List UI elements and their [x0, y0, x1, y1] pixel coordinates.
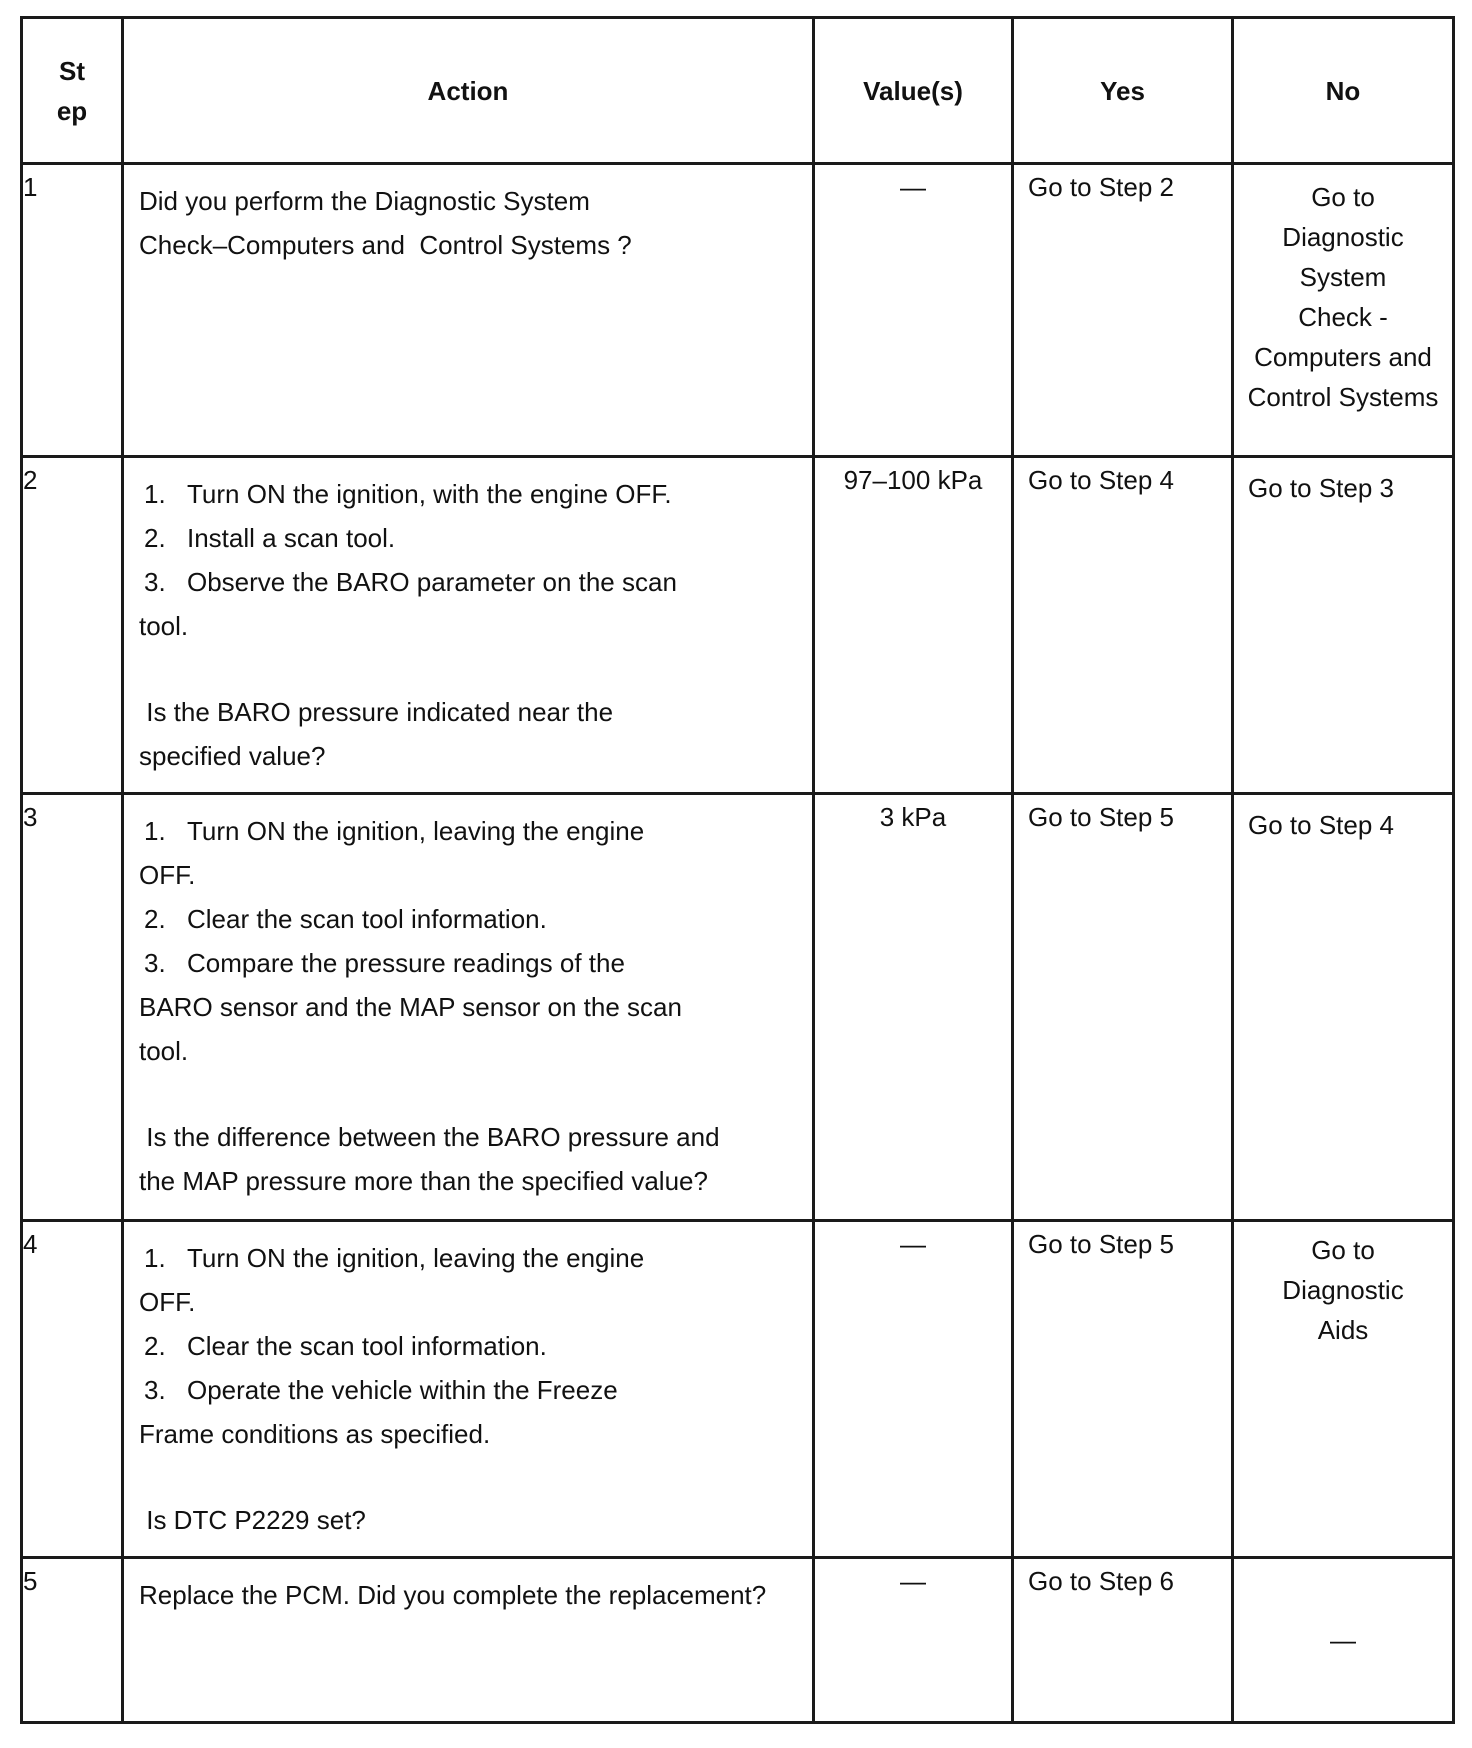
action-list-item	[139, 560, 802, 604]
header-action: Action	[123, 18, 814, 164]
table-row	[22, 794, 1454, 1221]
list-marker: 3.	[144, 948, 166, 978]
header-step-line2: ep	[56, 95, 88, 126]
no-link-line: Computers and	[1254, 342, 1432, 372]
action-text: Turn ON the ignition, leaving the engine	[187, 816, 645, 846]
yes-link[interactable]: Go to Step 5	[1028, 802, 1174, 832]
action-text: Turn ON the ignition, with the engine OFF.	[187, 479, 672, 509]
action-cell	[123, 794, 814, 1221]
action-cell	[123, 164, 814, 457]
list-marker: 2.	[144, 1331, 166, 1361]
no-link-line: Check -	[1298, 302, 1388, 332]
value-cell: —	[814, 1558, 1013, 1723]
action-text: Install a scan tool.	[187, 523, 396, 553]
no-link[interactable]: Go to Step 3	[1248, 473, 1394, 503]
no-link-line: System	[1299, 262, 1387, 292]
action-question: specified value?	[139, 741, 326, 771]
action-list-item	[139, 516, 802, 560]
no-cell	[1233, 164, 1454, 457]
list-marker: 1.	[144, 479, 166, 509]
action-text: Turn ON the ignition, leaving the engine	[187, 1243, 645, 1273]
yes-link[interactable]: Go to Step 5	[1028, 1229, 1174, 1259]
action-list-item	[139, 897, 802, 941]
action-question: Is DTC P2229 set?	[139, 1505, 366, 1535]
yes-cell	[1013, 164, 1233, 457]
list-marker: 3.	[144, 1375, 166, 1405]
header-step	[22, 18, 123, 164]
table-row	[22, 1558, 1454, 1723]
action-text: tool.	[139, 1036, 189, 1066]
action-text: Clear the scan tool information.	[187, 1331, 547, 1361]
list-marker: 3.	[144, 567, 166, 597]
yes-link[interactable]: Go to Step 2	[1028, 172, 1174, 202]
action-cell	[123, 1558, 814, 1723]
action-list-item	[139, 1368, 802, 1412]
action-cell	[123, 457, 814, 794]
action-text: Frame conditions as specified.	[139, 1419, 491, 1449]
no-link-line: Go to	[1311, 1235, 1375, 1265]
action-text: OFF.	[139, 1287, 196, 1317]
no-cell	[1233, 794, 1454, 1221]
no-link[interactable]: Go to Step 4	[1248, 810, 1394, 840]
no-link[interactable]	[1234, 165, 1452, 425]
action-text: tool.	[139, 611, 189, 641]
yes-cell	[1013, 1221, 1233, 1558]
action-text: Observe the BARO parameter on the scan	[187, 567, 677, 597]
yes-link[interactable]: Go to Step 6	[1028, 1566, 1174, 1596]
step-number: 1	[22, 164, 123, 457]
no-link-line: Aids	[1317, 1315, 1369, 1345]
header-step-line1: St	[59, 55, 85, 86]
no-link-line: Diagnostic	[1282, 1275, 1404, 1305]
no-link[interactable]	[1234, 1222, 1452, 1358]
yes-link[interactable]: Go to Step 4	[1028, 465, 1174, 495]
step-number: 3	[22, 794, 123, 1221]
yes-cell	[1013, 794, 1233, 1221]
step-number: 4	[22, 1221, 123, 1558]
table-row	[22, 1221, 1454, 1558]
action-text: Replace the PCM. Did you complete the replacement?	[139, 1580, 767, 1610]
yes-cell	[1013, 1558, 1233, 1723]
header-row	[22, 18, 1454, 164]
action-list-item	[139, 1324, 802, 1368]
header-values: Value(s)	[814, 18, 1013, 164]
action-question: Is the difference between the BARO pressure and	[139, 1122, 720, 1152]
action-text: Check–Computers and Control Systems ?	[139, 230, 632, 260]
list-marker: 1.	[144, 816, 166, 846]
action-text: Compare the pressure readings of the	[187, 948, 625, 978]
no-link-line: Control Systems	[1247, 382, 1439, 412]
list-marker: 1.	[144, 1243, 166, 1273]
yes-cell	[1013, 457, 1233, 794]
step-number: 5	[22, 1558, 123, 1723]
step-number: 2	[22, 457, 123, 794]
header-yes: Yes	[1013, 18, 1233, 164]
action-text: Clear the scan tool information.	[187, 904, 547, 934]
action-text: BARO sensor and the MAP sensor on the scan	[139, 992, 682, 1022]
value-cell: 97–100 kPa	[814, 457, 1013, 794]
table-row	[22, 164, 1454, 457]
diagnostic-table	[20, 16, 1455, 1724]
action-list-item	[139, 1236, 802, 1280]
no-value: —	[1330, 1625, 1356, 1655]
action-cell	[123, 1221, 814, 1558]
action-text: OFF.	[139, 860, 196, 890]
list-marker: 2.	[144, 523, 166, 553]
list-marker: 2.	[144, 904, 166, 934]
action-text: Did you perform the Diagnostic System	[139, 186, 590, 216]
value-cell: —	[814, 164, 1013, 457]
header-no: No	[1233, 18, 1454, 164]
value-cell: —	[814, 1221, 1013, 1558]
action-text: Operate the vehicle within the Freeze	[187, 1375, 618, 1405]
action-question: the MAP pressure more than the specified value?	[139, 1166, 708, 1196]
no-cell	[1233, 1221, 1454, 1558]
action-list-item	[139, 941, 802, 985]
table-row	[22, 457, 1454, 794]
no-link-line: Diagnostic	[1282, 222, 1404, 252]
action-list-item	[139, 809, 802, 853]
no-link-line: Go to	[1311, 182, 1375, 212]
no-cell	[1233, 457, 1454, 794]
action-question: Is the BARO pressure indicated near the	[139, 697, 614, 727]
no-cell	[1233, 1558, 1454, 1723]
value-cell: 3 kPa	[814, 794, 1013, 1221]
action-list-item	[139, 472, 802, 516]
